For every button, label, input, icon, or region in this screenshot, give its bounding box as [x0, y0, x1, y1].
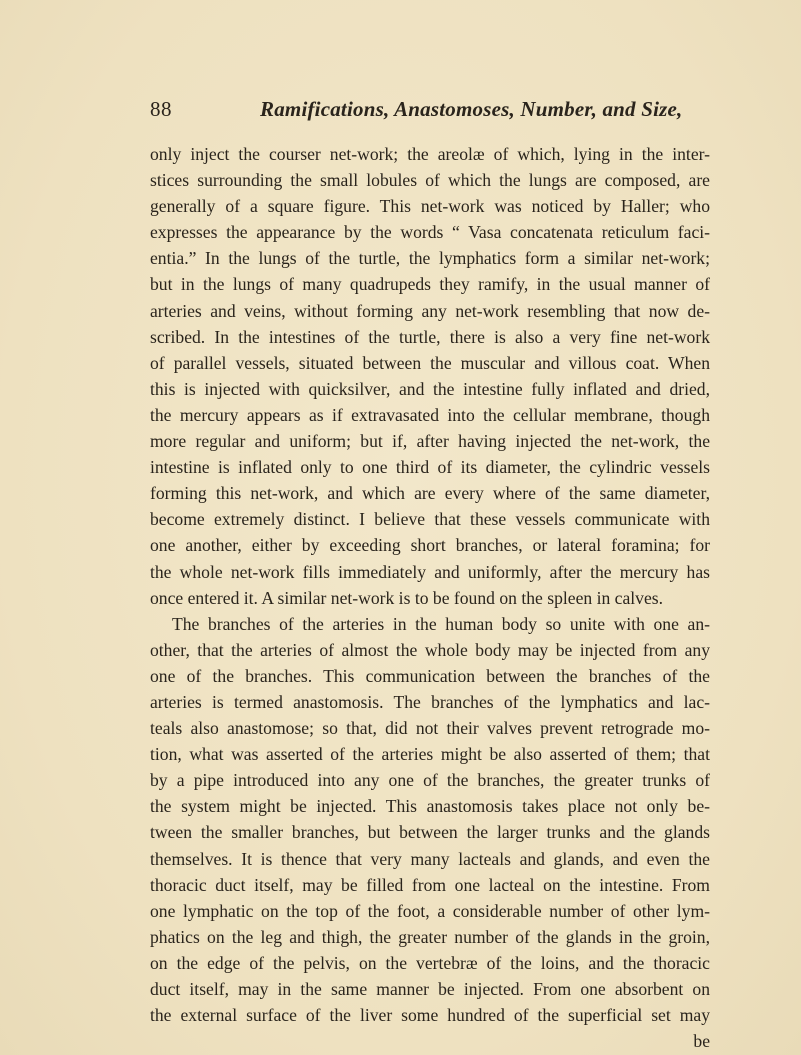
- text-line: but in the lungs of many quadrupeds they ramify, in the usual manner of: [150, 274, 710, 295]
- text-line: the mercury appears as if extravasated into the cellular membrane, though: [150, 404, 710, 425]
- text-line: once entered it. A similar net-work is to be found on the spleen in calves.: [150, 587, 664, 608]
- text-line: arteries is termed anastomosis. The branches of the lymphatics and lac-: [150, 691, 710, 712]
- text-line: of parallel vessels, situated between the muscular and villous coat. When: [150, 352, 710, 373]
- text-line: one of the branches. This communication between the branches of the: [150, 665, 710, 686]
- text-line: entia.” In the lungs of the turtle, the lymphatics form a similar net-work;: [150, 248, 710, 269]
- catchword: be: [693, 1031, 710, 1052]
- text-line: one lymphatic on the top of the foot, a considerable number of other lym-: [150, 900, 710, 921]
- text-line: become extremely distinct. I believe that these vessels communicate with: [150, 509, 710, 530]
- text-line: on the edge of the pelvis, on the vertebræ of the loins, and the thoracic: [150, 952, 710, 973]
- text-line: tween the smaller branches, but between the larger trunks and the glands: [150, 822, 710, 843]
- running-title: Ramifications, Anastomoses, Number, and Size,: [260, 97, 683, 121]
- text-line: by a pipe introduced into any one of the branches, the greater trunks of: [150, 770, 710, 791]
- text-line: this is injected with quicksilver, and the intestine fully inflated and dried,: [150, 378, 710, 399]
- text-line: tion, what was asserted of the arteries might be also asserted of them; that: [150, 744, 710, 765]
- text-line: one another, either by exceeding short branches, or lateral foramina; for: [150, 535, 710, 556]
- running-head: [150, 95, 710, 123]
- text-line: the whole net-work fills immediately and uniformly, after the mercury has: [150, 561, 710, 582]
- text-line: more regular and uniform; but if, after having injected the net-work, the: [150, 431, 710, 452]
- text-line: The branches of the arteries in the human body so unite with one an-: [172, 613, 710, 634]
- text-line: scribed. In the intestines of the turtle, there is also a very fine net-work: [150, 326, 710, 347]
- text-line: themselves. It is thence that very many lacteals and glands, and even the: [150, 848, 710, 869]
- text-line: phatics on the leg and thigh, the greater number of the glands in the groin,: [150, 926, 710, 947]
- text-line: only inject the courser net-work; the areolæ of which, lying in the inter-: [150, 144, 710, 164]
- text-line: the external surface of the liver some hundred of the superficial set may: [150, 1005, 710, 1026]
- body-text: [150, 141, 710, 1054]
- text-line: the system might be injected. This anastomosis takes place not only be-: [150, 796, 710, 817]
- text-line: other, that the arteries of almost the whole body may be injected from any: [150, 639, 710, 660]
- text-line: generally of a square figure. This net-work was noticed by Haller; who: [150, 196, 710, 217]
- text-line: expresses the appearance by the words “ Vasa concatenata reticulum faci-: [150, 222, 710, 243]
- text-line: stices surrounding the small lobules of which the lungs are composed, are: [150, 170, 710, 191]
- text-line: teals also anastomose; so that, did not their valves prevent retrograde mo-: [150, 718, 710, 739]
- text-line: intestine is inflated only to one third of its diameter, the cylindric vessels: [150, 457, 710, 478]
- text-line: thoracic duct itself, may be filled from one lacteal on the intestine. From: [150, 874, 710, 895]
- text-line: duct itself, may in the same manner be injected. From one absorbent on: [150, 979, 710, 999]
- page-number: 88: [150, 97, 172, 121]
- text-line: forming this net-work, and which are every where of the same diameter,: [150, 483, 710, 504]
- text-line: arteries and veins, without forming any net-work resembling that now de-: [150, 300, 710, 321]
